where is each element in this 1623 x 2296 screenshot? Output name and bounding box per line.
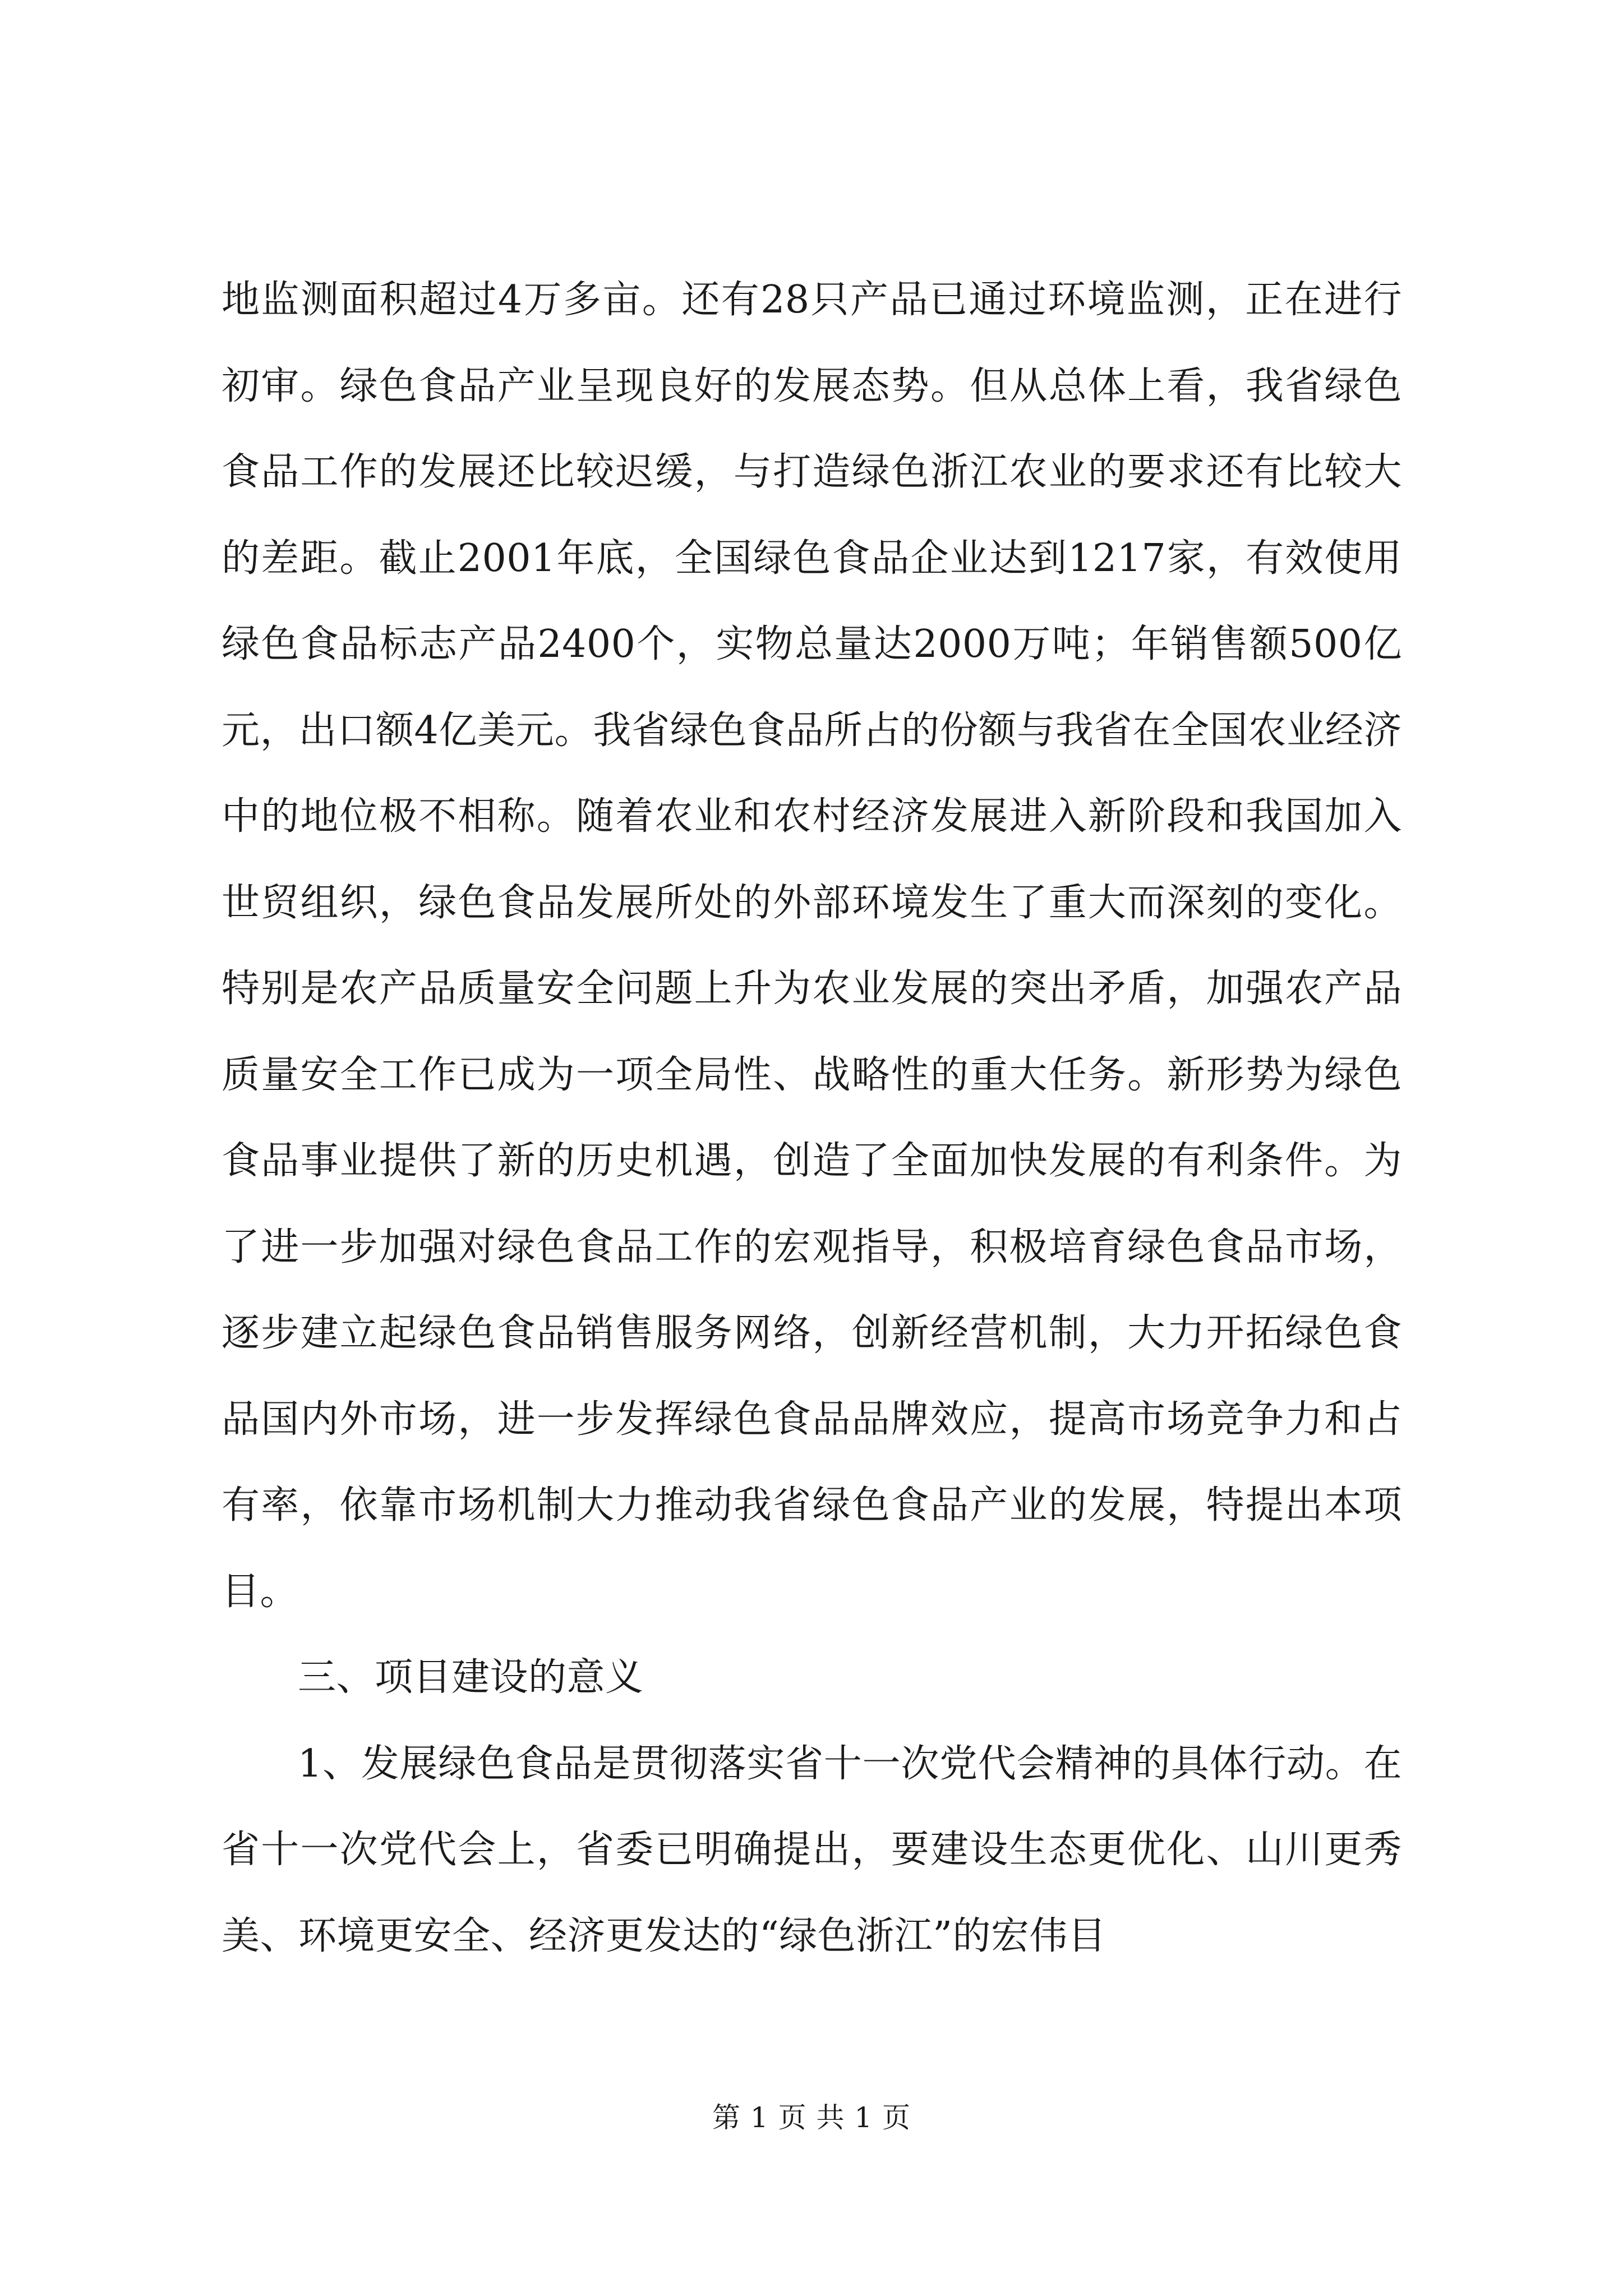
page-footer: 第 1 页 共 1 页 [712,2101,911,2134]
section-paragraph: 1、发展绿色食品是贯彻落实省十一次党代会精神的具体行动。在省十一次党代会上，省委已明确提出，要建设生态更优化、山川更秀美、环境更安全、经济更发达的“绿色浙江”的宏伟目 [222,1741,1402,1958]
document-body [222,257,1402,1979]
body-paragraph: 地监测面积超过4万多亩。还有28只产品已通过环境监测，正在进行初审。绿色食品产业呈现良好的发展态势。但从总体上看，我省绿色食品工作的发展还比较迟缓，与打造绿色浙江农业的要求还有比较大的差距。截止2001年底，全国绿色食品企业达到1217家，有效使用绿色食品标志产品2400个，实物总量达2000万吨；年销售额500亿元，出口额4亿美元。我省绿色食品所占的份额与我省在全国农业经济中的地位极不相称。随着农业和农村经济发展进入新阶段和我国加入世贸组织，绿色食品发展所处的外部环境发生了重大而深刻的变化。特别是农产品质量安全问题上升为农业发展的突出矛盾，加强农产品质量安全工作已成为一项全局性、战略性的重大任务。新形势为绿色食品事业提供了新的历史机遇，创造了全面加快发展的有利条件。为了进一步加强对绿色食品工作的宏观指导，积极培育绿色食品市场，逐步建立起绿色食品销售服务网络，创新经营机制，大力开拓绿色食品国内外市场，进一步发挥绿色食品品牌效应，提高市场竞争力和占有率，依靠市场机制大力推动我省绿色食品产业的发展，特提出本项目。 [222,278,1402,1614]
section-heading: 三、项目建设的意义 [298,1655,644,1700]
